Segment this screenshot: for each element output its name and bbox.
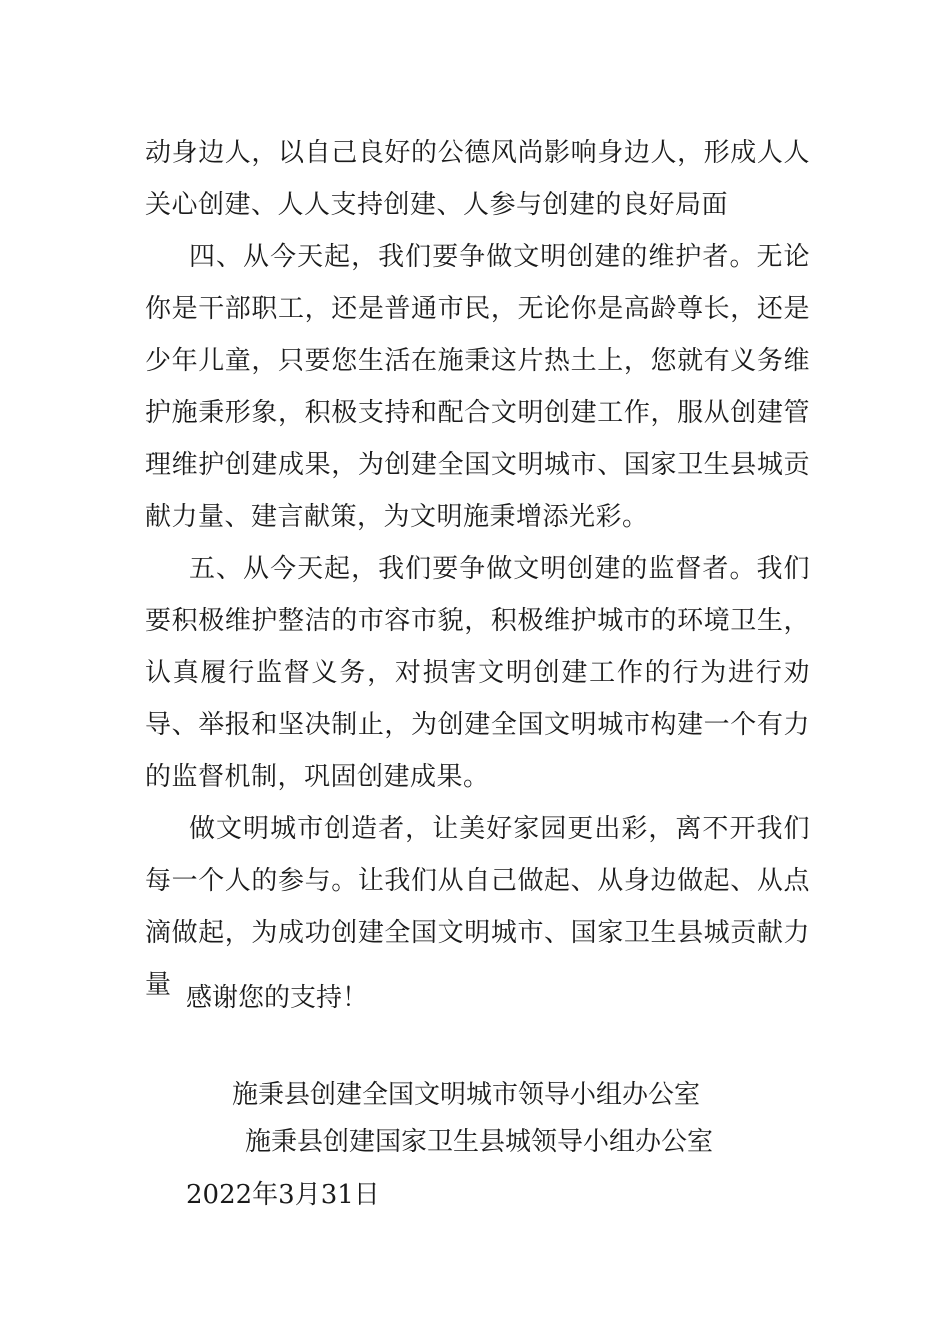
paragraph-continuation: 动身边人，以自己良好的公德风尚影响身边人，形成人人关心创建、人人支持创建、人参与创建的良好局面	[145, 138, 810, 220]
signature-org-health-county: 施秉县创建国家卫生县城领导小组办公室	[245, 1127, 714, 1157]
signature-org-civilized-city: 施秉县创建全国文明城市领导小组办公室	[232, 1080, 701, 1110]
paragraph-five: 五、从今天起，我们要争做文明创建的监督者。我们要积极维护整洁的市容市貌，积极维护城市的环境卫生，认真履行监督义务，对损害文明创建工作的行为进行劝导、举报和坚决制止，为创建全国文明城市构建一个有力的监督机制，巩固创建成果。	[145, 554, 810, 792]
thanks-line: 感谢您的支持！	[186, 983, 369, 1013]
paragraph-closing: 做文明城市创造者，让美好家园更出彩，离不开我们每一个人的参与。让我们从自己做起、从身边做起、从点滴做起，为成功创建全国文明城市、国家卫生县城贡献力量	[145, 814, 810, 1000]
paragraph-four: 四、从今天起，我们要争做文明创建的维护者。无论你是干部职工，还是普通市民，无论你是高龄尊长，还是少年儿童，只要您生活在施秉这片热土上，您就有义务维护施秉形象，积极支持和配合文明创建工作，服从创建管理维护创建成果，为创建全国文明城市、国家卫生县城贡献力量、建言献策，为文明施秉增添光彩。	[145, 242, 810, 532]
signature-date: 2022年3月31日	[186, 1180, 380, 1210]
document-body	[145, 127, 810, 1011]
